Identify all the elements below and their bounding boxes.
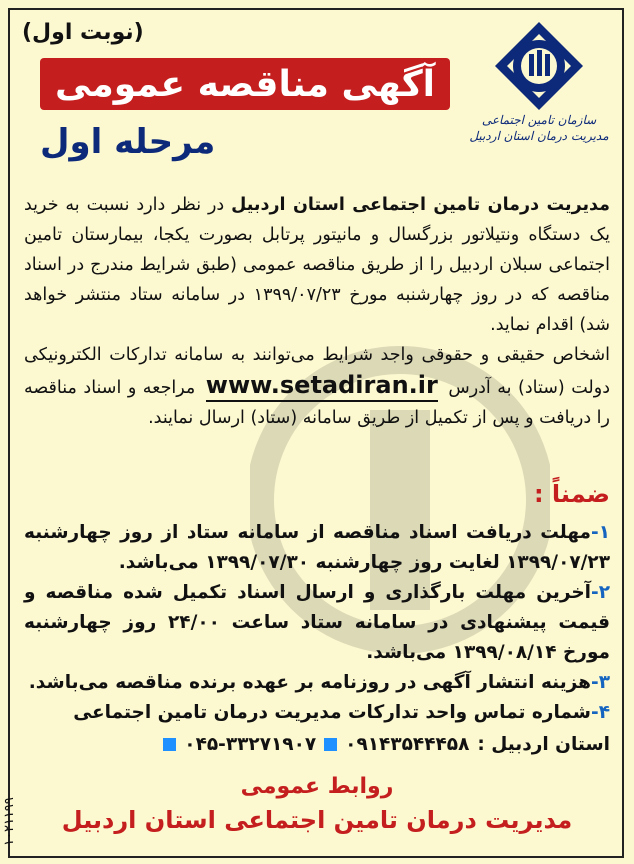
phone-label: استان اردبیل : [477,734,610,755]
notes-list [24,518,610,728]
note-item: ۳-هزینه انتشار آگهی در روزنامه بر عهده برنده مناقصه می‌باشد. [28,672,610,693]
intro-org-name: مدیریت درمان تامین اجتماعی استان اردبیل [231,195,610,215]
footer-org-name: مدیریت درمان تامین اجتماعی استان اردبیل [61,806,573,834]
stage-title: مرحله اول [40,122,216,162]
note-item: ۲-آخرین مهلت بارگذاری و ارسال اسناد تکمیل شده مناقصه و قیمت پیشنهادی در سامانه ستاد ساعت ۲۴/۰۰ روز چهارشنبه مورخ ۱۳۹۹/۰۸/۱۴ می‌باشد. [24,582,610,663]
bullet-square-icon [324,738,337,751]
org-sub: مدیریت درمان استان اردبیل [469,129,609,143]
note-item: ۴-شماره تماس واحد تدارکات مدیریت درمان تامین اجتماعی [73,702,610,723]
bullet-square-icon [163,738,176,751]
notice-body [24,190,610,433]
public-relations-label: روابط عمومی [240,774,394,799]
website-link[interactable]: www.setadiran.ir [206,370,438,402]
social-security-logo-icon [493,20,585,112]
phone-line [24,734,610,755]
notes-heading: ضمناً : [533,480,610,508]
organization-logo [464,20,614,190]
para2-text-b: مراجعه و اسناد مناقصه را دریافت و پس از تکمیل از طریق سامانه (ستاد) ارسال نمایند. [24,378,610,428]
para2-text-a: اشخاص حقیقی و حقوقی واجد شرایط می‌توانند به سامانه تدارکات الکترونیکی دولت (ستاد) به آدرس [24,345,610,398]
intro-text: در نظر دارد نسبت به خرید یک دستگاه ونتیلاتور بزرگسال و مانیتور پرتابل بصورت یکجا، بیمارستان تامین اجتماعی سبلان اردبیل را از طریق مناقصه عمومی (طبق شرایط مندرج در اسناد مناقصه که در روز چهارشنبه مورخ ۱۳۹۹/۰۷/۲۳ در سامانه ستاد منتشر خواهد شد) اقدام نماید. [24,195,610,335]
side-code-number: ۱۰۲۱۱۹۹ [2,797,17,846]
tender-banner-title: آگهی مناقصه عمومی [40,58,450,110]
turn-label: (نوبت اول) [22,20,144,45]
org-name: سازمان تامین اجتماعی [481,113,597,127]
phone-mobile[interactable]: ۰۹۱۴۳۵۴۴۴۵۸ [345,734,470,755]
phone-landline[interactable]: ۰۴۵-۳۳۲۷۱۹۰۷ [184,734,317,755]
note-item: ۱-مهلت دریافت اسناد مناقصه از سامانه ستاد از روز چهارشنبه ۱۳۹۹/۰۷/۲۳ لغایت روز چهارشنبه ۱۳۹۹/۰۷/۳۰ می‌باشد. [24,522,610,573]
